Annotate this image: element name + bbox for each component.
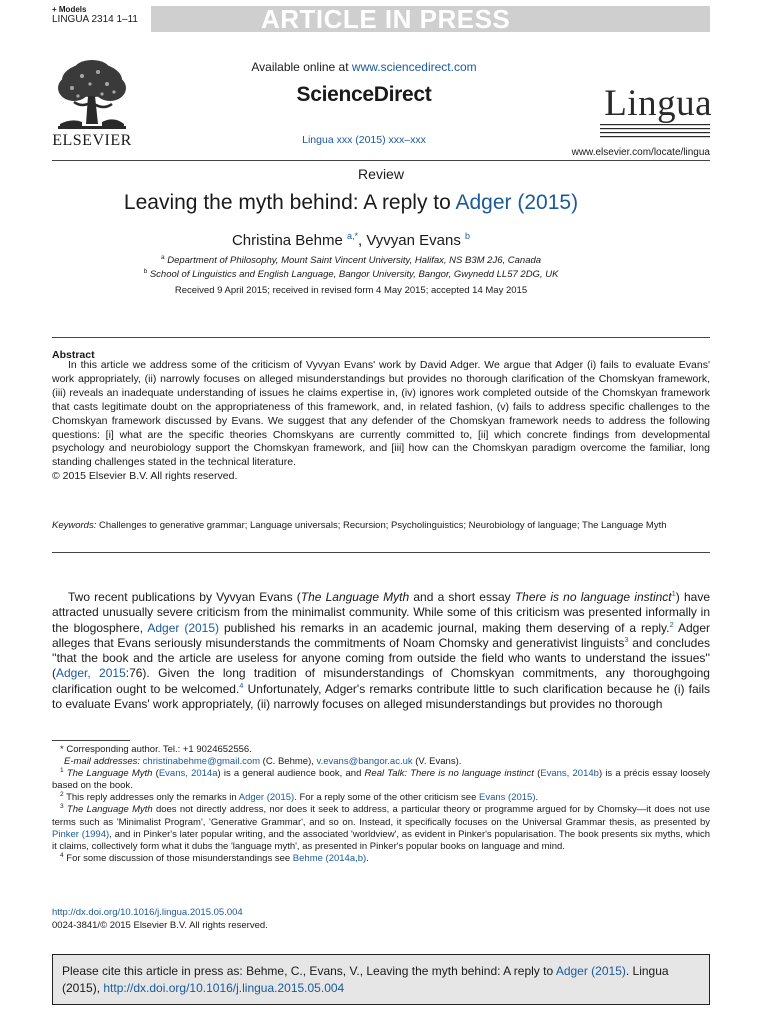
sciencedirect-link[interactable]: www.sciencedirect.com — [351, 60, 477, 74]
footnote-text: (C. Behme), — [260, 756, 317, 768]
affiliation-a-mark: a — [160, 254, 165, 261]
journal-logo-rules — [600, 124, 710, 144]
email-link-evans[interactable]: v.evans@bangor.ac.uk — [316, 756, 413, 768]
footnote-italic: The Language Myth — [66, 804, 153, 816]
body-italic: The Language Myth — [300, 590, 410, 604]
body-text: published his remarks in an academic journal, making them deserving of a reply. — [219, 620, 670, 635]
citation-link[interactable]: Pinker (1994) — [52, 828, 110, 840]
citation-link[interactable]: Evans (2015) — [479, 792, 536, 804]
journal-reference — [150, 134, 578, 147]
abstract-top-rule — [52, 337, 710, 338]
footnote-text: (V. Evans). — [412, 756, 462, 768]
citation-link[interactable]: Adger (2015) — [238, 792, 295, 804]
header-rule — [52, 160, 710, 161]
title-reference-link[interactable]: Adger (2015) — [455, 191, 579, 214]
abstract-bottom-rule — [52, 552, 710, 553]
keywords-label: Keywords: — [52, 520, 97, 531]
citation-text — [62, 963, 702, 997]
body-text: :76). Given the long tradition of misunderstandings of Chomskyan commitments, any thoroughgoing clarification ought to be welcomed. — [52, 666, 710, 696]
available-prefix: Available online at — [251, 60, 352, 74]
footnote-italic: Real Talk: There is no language instinct — [364, 768, 534, 780]
affiliation-b-text: School of Linguistics and English Language, Bangor University, Bangor, Gwynedd LL57 2DG, UK — [149, 269, 559, 280]
footnote-ref-4[interactable]: 4 — [239, 680, 244, 690]
abstract-copyright: © 2015 Elsevier B.V. All rights reserved. — [52, 470, 238, 483]
footnote-mark: 3 — [60, 803, 64, 811]
author-1-affil-mark[interactable]: a,* — [347, 231, 359, 241]
citation-doi-link[interactable]: http://dx.doi.org/10.1016/j.lingua.2015.05.004 — [103, 981, 345, 995]
footnote-text: Corresponding author. Tel.: +1 9024652556. — [63, 744, 252, 755]
citation-middle: . Lingua (2015), — [62, 964, 669, 995]
keywords-list: Challenges to generative grammar; Language universals; Recursion; Psycholinguistics; Neurobiology of language; The Language Myth — [96, 520, 667, 531]
article-type: Review — [358, 166, 404, 182]
affiliation-a — [52, 252, 650, 267]
footnote-ref-3[interactable]: 3 — [624, 634, 629, 644]
footnote-text: does not directly address, nor does it seek to address, a particular theory or programme argued for by Chomsky—it does not use terms such as 'Minimalist Program', 'Generative Grammar', and so on. Instead, it specifically focuses on the Universal Grammar thesis, as presented by — [52, 804, 710, 828]
footnote-rule — [52, 740, 130, 741]
body-text: and concludes ''that the book and the article are useless for anyone coming from outside the field who wants to understand the issues'' ( — [52, 635, 710, 681]
footnote-mark: 4 — [60, 851, 64, 859]
doi-link[interactable]: http://dx.doi.org/10.1016/j.lingua.2015.05.004 — [52, 907, 243, 918]
affiliation-a-text: Department of Philosophy, Mount Saint Vincent University, Halifax, NS B3M 2J6, Canada — [167, 255, 542, 266]
footnote-2 — [52, 792, 710, 804]
article-in-press-banner — [151, 6, 710, 32]
available-online — [150, 60, 578, 74]
footnote-text: ) is a general audience book, and — [217, 768, 365, 780]
footnote-3 — [52, 804, 710, 852]
article-title — [52, 189, 650, 217]
author-separator: , — [358, 232, 367, 249]
banner-text: ARTICLE IN PRESS — [261, 4, 511, 34]
body-text: and a short essay — [409, 590, 515, 604]
footnote-text: ( — [152, 768, 159, 780]
models-label: + Models — [52, 5, 87, 14]
footnote-ref-1[interactable]: 1 — [671, 589, 676, 598]
abstract-body — [52, 359, 710, 484]
citation-link[interactable]: Evans, 2014b — [540, 768, 599, 780]
footnote-corresponding — [52, 744, 710, 756]
footnote-text: ) is a précis essay loosely based on the book. — [52, 768, 710, 792]
footnote-text: . For a reply some of the other criticism see — [294, 792, 479, 804]
footnote-text: This reply addresses only the remarks in — [63, 792, 239, 804]
citation-link[interactable]: Adger, 2015 — [56, 666, 126, 681]
article-code: LINGUA 2314 1–11 — [52, 14, 138, 25]
title-text: Leaving the myth behind: A reply to — [123, 191, 456, 214]
body-text: Adger alleges that Evans seriously misunderstands the commitments of Noam Chomsky and generativist linguists — [52, 620, 710, 650]
received-dates: Received 9 April 2015; received in revised form 4 May 2015; accepted 14 May 2015 — [174, 285, 528, 296]
footnote-mark: * — [60, 744, 64, 755]
abstract-heading: Abstract — [52, 349, 95, 361]
footnote-text: . — [366, 852, 369, 864]
citation-box — [52, 954, 710, 1005]
author-2-affil-mark[interactable]: b — [465, 231, 471, 241]
footnote-4 — [52, 853, 710, 865]
author-list — [52, 226, 650, 251]
email-label: E-mail addresses: — [64, 756, 141, 768]
footnote-text: . — [535, 792, 539, 804]
author-1[interactable]: Christina Behme — [231, 232, 343, 249]
citation-ref-link[interactable]: Adger (2015) — [555, 964, 626, 978]
footnotes — [52, 744, 710, 865]
footnote-text: , and in Pinker's later popular writing, and the associated 'worldview', as evident in Pinker's popularisation. The book presents six myths, which it claims, collectively form what it dubs the 'language myth', as presented in Pinker's popular books on language and mind. — [52, 828, 711, 852]
footnote-emails — [52, 756, 710, 768]
journal-reference-link[interactable]: Lingua xxx (2015) xxx–xxx — [302, 134, 426, 146]
footnote-text: ( — [533, 768, 541, 780]
keywords — [52, 519, 710, 532]
citation-prefix: Please cite this article in press as: Behme, C., Evans, V., Leaving the myth behind: A reply to — [62, 964, 556, 978]
footnote-mark: 2 — [60, 791, 64, 799]
publisher-name: ELSEVIER — [52, 132, 132, 149]
footnote-italic: The Language Myth — [66, 768, 153, 780]
author-2[interactable]: Vyvyan Evans — [366, 232, 461, 249]
body-text: Two recent publications by Vyvyan Evans ( — [68, 590, 301, 604]
body-italic: There is no language instinct — [514, 590, 672, 604]
citation-link[interactable]: Evans, 2014a — [158, 768, 218, 780]
sciencedirect-logo: ScienceDirect — [296, 83, 432, 106]
body-text: ) have attracted unusually severe criticism from the minimalist community. While some of this criticism was presented informally in the blogosphere, — [52, 590, 710, 635]
journal-logo: Lingua — [604, 83, 712, 124]
abstract-paragraph: In this article we address some of the criticism of Vyvyan Evans' work by David Adger. We argue that Adger (i) fails to evaluate Evans' work appropriately, (ii) narrowly focuses on alleged misunderstandings but provides no thorough clarification of the Chomskyan framework, (iii) reveals an inadequate understanding of issues he claims expertise in, (iv) ignores work completed outside of the Chomskyan framework that casts legitimate doubt on the appropriateness of this framework, and, in related fashion, (v) fails to address specific challenges to the Chomskyan framework discussed by Evans. We suggest that any defender of the Chomskyan framework needs to address the following questions: [i] what are the specific theories Chomskyans are currently committed to, [ii] which concrete findings from developmental psychology and neurobiology support the Chomskyan framework, and [iii] how can the Chomskyan paradigm overcome the familiar, long standing challenges stated in the technical literature. — [52, 359, 710, 469]
body-text: Unfortunately, Adger's remarks contribute little to such clarification because he (i) fails to evaluate Evans' work appropriately, (ii) narrowly focuses on alleged misunderstandings but provides no thorough — [52, 681, 710, 712]
email-link-behme[interactable]: christinabehme@gmail.com — [142, 756, 261, 768]
citation-link[interactable]: Behme (2014a,b) — [292, 852, 367, 864]
body-paragraph — [52, 590, 710, 712]
journal-url[interactable]: www.elsevier.com/locate/lingua — [571, 147, 710, 158]
footnote-mark: 1 — [60, 767, 64, 775]
footnote-text: For some discussion of those misunderstandings see — [63, 852, 293, 864]
footnote-ref-2[interactable]: 2 — [669, 619, 674, 629]
footnote-1 — [52, 768, 710, 792]
affiliation-b-mark: b — [143, 268, 148, 275]
issn-copyright: 0024-3841/© 2015 Elsevier B.V. All rights reserved. — [52, 920, 268, 931]
affiliation-b — [52, 266, 650, 281]
citation-link[interactable]: Adger (2015) — [147, 620, 220, 635]
